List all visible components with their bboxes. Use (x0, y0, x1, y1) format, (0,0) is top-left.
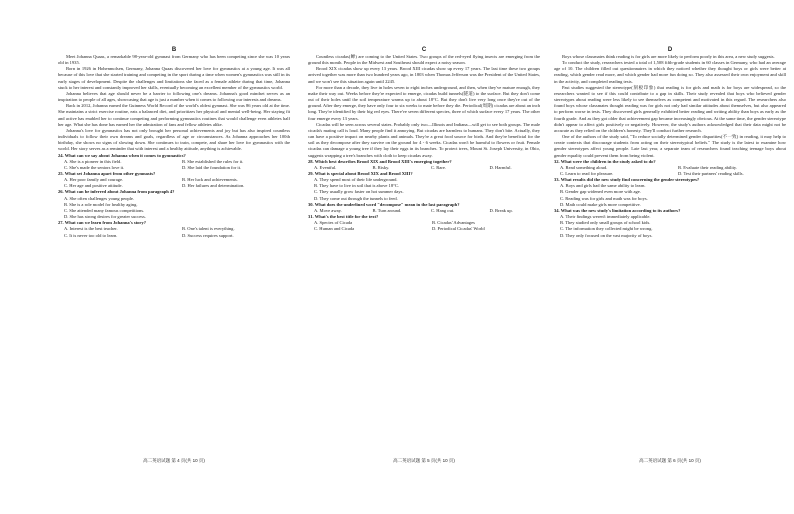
question-25 (58, 171, 290, 189)
option-a[interactable]: A. Read something aloud. (560, 164, 608, 170)
question-stem: 32. What were the children in the study asked to do? (554, 158, 656, 164)
passage-b-paragraph: Meet Johanna Quaas, a remarkable 98-year-old gymnast from Germany who has been competing since she was 10 years old in 1935. (58, 54, 290, 66)
question-28 (308, 159, 540, 171)
option-a[interactable]: A. They spend most of their life underground. (314, 177, 398, 183)
option-a[interactable]: A. Move away. (314, 207, 342, 213)
option-c[interactable]: C. Her age and positive attitude. (64, 183, 123, 189)
option-a[interactable]: A. Interest is the best teacher. (64, 226, 118, 232)
option-d[interactable]: D. Break up. (489, 207, 513, 213)
passage-d-paragraph: Past studies suggested the stereotype(刻板印象) that reading is for girls and math is for boys are widespread, so the researchers wanted to see if this could contribute to a gap in skills. Their study revealed that boys who believed gender stereotypes about reading were less likely to see themselves as competent and motivated in this regard. The researchers also found boys whose classmates thought reading was for girls not only had similar attitudes about themselves, but also appeared to perform worse in tests. They discovered girls generally exhibited better reading and writing ability than boys as early as the fourth grade. And as they got older that achievement gap became increasingly obvious. At the same time, the gender stereotype didn't appear to affect girls positively or negatively. However, the study's authors acknowledged that their data might not be accurate as they relied on the children's honesty. They'll conduct further research. (554, 84, 786, 133)
passage-b-paragraph: Born in 1926 in Hohenmolsen, Germany, Johanna Quaas discovered her love for gymnastics at a young age. It was all because of this love that she started training and competing in the sport during a time when women's gymnastics was still in its early stages of development. Despite the challenges and limitations she faced as a female athlete during that time, Johanna stuck to her interest and constantly improved her skills, eventually becoming an excellent member of the gymnastics world. (58, 66, 290, 90)
option-c[interactable]: C. Reading was for girls and math was for boys. (560, 195, 648, 201)
passage-b-letter: B (171, 47, 177, 53)
option-d[interactable]: D. Her failures and determination. (182, 183, 245, 189)
passage-c-paragraph: Cicadas will be seen across several states. Probably only two—Illinois and Indiana—will get to see both groups. The male cicada's mating call is loud. Many people find it annoying. But cicadas are harmless to humans. They don't bite. Actually, they can have a positive impact on nearby plants and animals. They're a great food source for birds. And they're beneficial for the soil as they decompose after they survive on the ground for 4 - 6 weeks. Cicadas won't be harmful to flowers or fruit. Female cicadas can damage a young tree if they lay their eggs in its branches. To protect trees, Mount St. Joseph University, in Ohio, suggests wrapping a tree's branches with cloth to keep cicadas away. (308, 121, 540, 158)
option-c[interactable]: C. It is never too old to learn. (64, 232, 118, 238)
option-a[interactable]: A. Boys and girls had the same ability to learn. (560, 183, 646, 189)
option-b[interactable]: B. One's talent is everything. (182, 226, 235, 232)
passage-d-letter: D (667, 47, 673, 53)
question-stem: 34. What was the new study's limitation according to its authors? (554, 207, 681, 213)
option-d[interactable]: D. Test their partners' reading skills. (678, 170, 744, 176)
question-27 (58, 220, 290, 238)
option-b[interactable]: B. She is a role model for healthy aging. (64, 201, 138, 207)
option-d[interactable]: D. They only focused on the vast majority of boys. (560, 232, 653, 238)
question-stem: 25. What set Johanna apart from other gymnasts? (58, 170, 156, 176)
page-footer-5: 高二英语试题 第 5 页(共 10 页) (393, 458, 455, 463)
option-d[interactable]: D. They come out through the tunnels to feed. (314, 195, 398, 201)
option-a[interactable]: A. She often challenges young people. (64, 195, 135, 201)
option-b[interactable]: B. Evaluate their reading ability. (678, 164, 738, 170)
option-b[interactable]: B. Risky. (372, 164, 390, 170)
option-b[interactable]: B. Gender gap widened even more with age. (560, 189, 641, 195)
question-31 (308, 214, 540, 232)
passage-c-letter: C (421, 47, 427, 53)
option-d[interactable]: D. Periodical Cicadas' World (432, 226, 485, 232)
question-32 (554, 159, 786, 177)
passage-b-paragraph: Johanna's love for gymnastics has not only brought her personal achievements and joy but has also inspired countless individuals to follow their own dreams and goals, regardless of age or circumstances. As Johanna approaches her 100th birthday, she shows no signs of slowing down. She continues to train, compete, and share her love for gymnastics with the world. Her story serves as a reminder that with interest and a healthy attitude, anything is achievable. (58, 127, 290, 152)
page-footer-4: 高二英语试题 第 4 页(共 10 页) (143, 458, 205, 463)
option-b[interactable]: B. Cicadas' Advantages (432, 220, 475, 226)
option-d[interactable]: D. Harmful. (489, 164, 512, 170)
passage-b-paragraph: Back in 2012, Johanna earned the Guinness World Record of the world's oldest gymnast. She was 86 years old at the time. She maintains a strict exercise routine, eats a balanced diet, and prioritizes her physical and mental well-being. Her staying fit and active has enabled her to continue competing and performing gymnastics routines that would challenge even athletes half her age. What she has done has earned her the admiration of fans and fellow athletes alike. (58, 103, 290, 127)
question-34 (554, 208, 786, 239)
option-d[interactable]: D. She laid the foundation for it. (182, 164, 242, 170)
page-footer-6: 高二英语试题 第 6 页(共 10 页) (639, 458, 701, 463)
question-33 (554, 177, 786, 208)
option-c[interactable]: C. They usually grow faster on hot summer days. (314, 189, 404, 195)
question-stem: 26. What can be inferred about Johanna from paragraph 4? (58, 189, 175, 195)
passage-d-paragraph: Boys whose classmates think reading is for girls are more likely to perform poorly in this area, a new study suggests. (562, 54, 775, 59)
option-a[interactable]: A. Eventful. (314, 164, 337, 170)
question-24 (58, 153, 290, 171)
question-stem: 24. What can we say about Johanna when it comes to gymnastics? (58, 152, 186, 158)
passage-c-column (308, 46, 540, 233)
option-c[interactable]: C. The information they collected might be wrong. (560, 226, 653, 232)
option-b[interactable]: B. Turn around. (372, 207, 402, 213)
passage-b-column (58, 46, 290, 239)
passage-c-paragraph: For more than a decade, they live in holes seven to eight inches underground, and then, when they've mature enough, they make their way out. Weeks before they're expected to emerge, cicadas build tunnels(隧道) to the surface. But they don't come out of their holes until the soil temperature warms up to about 18°C. But they don't live very long once they're out of the ground. After they emerge, they have only four to six weeks to mate before they die. Periodical(周期) cicadas are about an inch long. They're identified by their big red eyes. There've seven different species, three of which surface every 17 years. The other four emerge every 13 years. (308, 84, 540, 121)
option-b[interactable]: B. She established the rules for it. (182, 158, 244, 164)
option-d[interactable]: D. Success requires support. (182, 232, 234, 238)
option-a[interactable]: A. Her poor family and courage. (64, 177, 124, 183)
option-c[interactable]: C. Rare. (431, 164, 447, 170)
option-d[interactable]: D. Math could make girls more competitive. (560, 201, 641, 207)
passage-b-paragraph: Johanna believes that age should never be a barrier to following one's dreams. Johanna's good mindset serves as an inspiration to people of all ages, showcasing that age is just a number when it comes to following our interests and dreams. (58, 90, 290, 103)
option-a[interactable]: A. She is a pioneer in this field. (64, 158, 122, 164)
passage-c-paragraph: Brood XIX cicadas show up every 13 years. Brood XIII cicadas show up every 17 years. The last time these two groups arrived together was more than two hundred years ago, in 1803 when Thomas Jefferson was the President of the United States, and we won't see this situation again until 2245. (308, 66, 540, 84)
option-d[interactable]: D. She has strong desires for greater success. (64, 214, 146, 220)
question-stem: 29. What is special about Brood XIX and Brood XIII? (308, 170, 413, 176)
question-30 (308, 202, 540, 214)
option-b[interactable]: B. Her luck and achievements. (182, 177, 238, 183)
question-stem: 30. What does the underlined word "decompose" mean in the last paragraph? (308, 201, 460, 207)
question-stem: 31. What's the best title for the text? (308, 214, 379, 220)
option-c[interactable]: C. Human and Cicada (314, 226, 355, 232)
question-29 (308, 171, 540, 202)
option-c[interactable]: C. Hang out. (431, 207, 455, 213)
question-stem: 28. Which best describes Brood XIX and Brood XIII's emerging together? (308, 158, 452, 164)
passage-d-paragraph: One of the authors of the study said, "To reduce socially determined gender disparities(不一致) in reading, it may help to create contexts that discourage students from acting on their stereotypical beliefs." The study is the latest to examine how gender stereotypes affect young people. Late last year, a separate team of researchers found teaching teenage boys about gender equality could prevent them from being violent. (554, 134, 786, 158)
passage-d-column (554, 46, 786, 239)
question-26 (58, 189, 290, 220)
option-b[interactable]: B. They studied only small groups of school kids. (560, 220, 651, 226)
question-stem: 33. What results did the new study find concerning the gender stereotypes? (554, 177, 700, 183)
option-c[interactable]: C. Learn to read for pleasure. (560, 170, 614, 176)
passage-c-paragraph: Countless cicadas(蝉) are coming to the United States. Two groups of the red-eyed flying insects are emerging from the ground this month. People in the Midwest and Southeast should expect a noisy season. (308, 54, 540, 66)
question-stem: 27. What can we learn from Johanna's story? (58, 220, 146, 226)
option-c[interactable]: C. She attended many famous competitions. (64, 207, 145, 213)
passage-d-paragraph: To conduct the study, researchers tested a total of 1,508 fifth-grade students in 60 classes in Germany, who had an average age of 10. The children filled out questionnaires in which they noticed whether they thought boys or girls were better at reading, which gender read more, and which gender had more fun doing so. They also assessed their own enjoyment and skill in the activity, and completed reading tests. (554, 60, 786, 84)
option-b[interactable]: B. They have to live in soil that is above 18°C. (314, 183, 400, 189)
option-c[interactable]: C. She's made the seniors love it. (64, 164, 125, 170)
option-a[interactable]: A. Their findings weren't immediately applicable. (560, 214, 651, 220)
option-a[interactable]: A. Species of Cicada (314, 220, 353, 226)
